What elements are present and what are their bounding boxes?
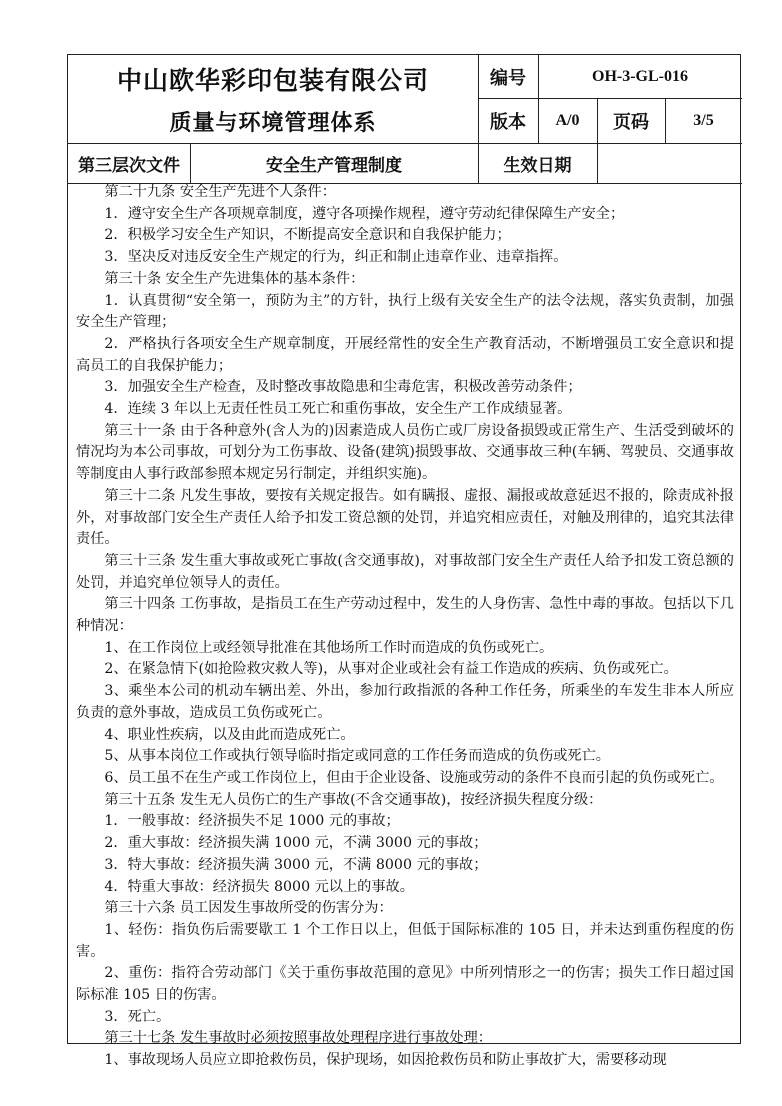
effective-date-label: 生效日期: [503, 155, 572, 176]
article-paragraph: 第三十三条 发生重大事故或死亡事故(含交通事故)，对事故部门安全生产责任人给予扣发工资总额的处罚，并追究单位领导人的责任。: [76, 552, 734, 591]
document-title: 安全生产管理制度: [266, 155, 402, 176]
article-heading: 第二十九条 安全生产先进个人条件：: [104, 184, 336, 200]
document-level: 第三层次文件: [78, 155, 180, 176]
list-item: 1、在工作岗位上或经领导批准在其他场所工作时而造成的负伤或死亡。: [104, 639, 554, 656]
article-heading: 第三十五条 发生无人员伤亡的生产事故(不含交通事故)，按经济损失程度分级：: [104, 791, 603, 808]
page-label: 页码: [613, 112, 649, 133]
list-item: 1．一般事故：经济损失不足 1000 元的事故；: [104, 813, 400, 830]
list-item: 3．死亡。: [104, 1008, 171, 1025]
document-body: [76, 182, 734, 1072]
list-item: 1．认真贯彻“安全第一，预防为主”的方针，执行上级有关安全生产的法令法规，落实负责制，加强安全生产管理；: [76, 292, 734, 331]
list-item: 2．重大事故：经济损失满 1000 元，不满 3000 元的事故；: [104, 835, 488, 852]
list-item: 4．连续 3 年以上无责任性员工死亡和重伤事故，安全生产工作成绩显著。: [104, 401, 572, 418]
version-label: 版本: [490, 112, 526, 133]
article-paragraph: 第三十一条 由于各种意外(含人为的)因素造成人员伤亡或厂房设备损毁或正常生产、生活受到破坏的情况均为本公司事故，可划分为工伤事故、设备(建筑)损毁事故、交通事故三种(车辆、驾驶员、交通事故等制度由人事行政部参照本规定另行制定，并组织实施)。: [76, 422, 734, 483]
document-number: OH-3-GL-016: [592, 68, 688, 85]
list-item: 3、乘坐本公司的机动车辆出差、外出，参加行政指派的各种工作任务，所乘坐的车发生非本人所应负责的意外事故，造成员工负伤或死亡。: [76, 683, 734, 721]
list-item: 5、从事本岗位工作或执行领导临时指定或同意的工作任务而造成的负伤或死亡。: [104, 748, 610, 765]
list-item: 1、事故现场人员应立即抢救伤员，保护现场，如因抢救伤员和防止事故扩大，需要移动现: [104, 1052, 667, 1069]
article-heading: 第三十六条 员工因发生事故所受的伤害分为：: [104, 900, 393, 917]
article-heading: 第三十七条 发生事故时必须按照事故处理程序进行事故处理：: [104, 1030, 492, 1047]
list-item: 4、职业性疾病，以及由此而造成死亡。: [104, 726, 355, 743]
list-item: 6、员工虽不在生产或工作岗位上，但由于企业设备、设施或劳动的条件不良而引起的负伤或死亡。: [104, 769, 724, 786]
number-label: 编号: [490, 68, 526, 89]
list-item: 2、在紧急情下(如抢险救灾救人等)，从事对企业或社会有益工作造成的疾病、负伤或死亡。: [104, 661, 678, 678]
list-item: 1．遵守安全生产各项规章制度，遵守各项操作规程，遵守劳动纪律保障生产安全；: [104, 205, 625, 222]
document-frame: [67, 54, 741, 1069]
list-item: 3．特大事故：经济损失满 3000 元，不满 8000 元的事故；: [104, 856, 488, 873]
list-item: 1、轻伤：指负伤后需要歇工 1 个工作日以上，但低于国际标准的 105 日，并未达到重伤程度的伤害。: [76, 921, 734, 960]
management-system-title: 质量与环境管理体系: [169, 109, 377, 136]
list-item: 2．严格执行各项安全生产规章制度，开展经常性的安全生产教育活动，不断增强员工安全意识和提高员工的自我保护能力；: [76, 335, 734, 374]
company-name: 中山欧华彩印包装有限公司: [116, 66, 429, 95]
list-item: 2．积极学习安全生产知识，不断提高安全意识和自我保护能力；: [104, 227, 511, 244]
document-header: [68, 55, 740, 185]
effective-date-value: [597, 143, 742, 183]
list-item: 3．加强安全生产检查，及时整改事故隐患和尘毒危害，积极改善劳动条件；: [104, 379, 582, 396]
article-paragraph: 第三十四条 工伤事故，是指员工在生产劳动过程中，发生的人身伤害、急性中毒的事故。包括以下几种情况：: [76, 596, 734, 635]
page-number: 3/5: [693, 112, 714, 129]
list-item: 3．坚决反对违反安全生产规定的行为，纠正和制止违章作业、违章指挥。: [104, 249, 568, 266]
list-item: 4．特重大事故：经济损失 8000 元以上的事故。: [104, 878, 414, 895]
article-paragraph: 第三十二条 凡发生事故，要按有关规定报告。如有瞒报、虚报、漏报或故意延迟不报的，除责成补报外，对事故部门安全生产责任人给予扣发工资总额的处罚，并追究相应责任，对触及刑律的，追究其法律责任。: [76, 487, 734, 548]
article-heading: 第三十条 安全生产先进集体的基本条件：: [104, 270, 365, 287]
version-value: A/0: [555, 112, 580, 129]
list-item: 2、重伤：指符合劳动部门《关于重伤事故范围的意见》中所列情形之一的伤害；损失工作日超过国际标准 105 日的伤害。: [76, 965, 734, 1004]
